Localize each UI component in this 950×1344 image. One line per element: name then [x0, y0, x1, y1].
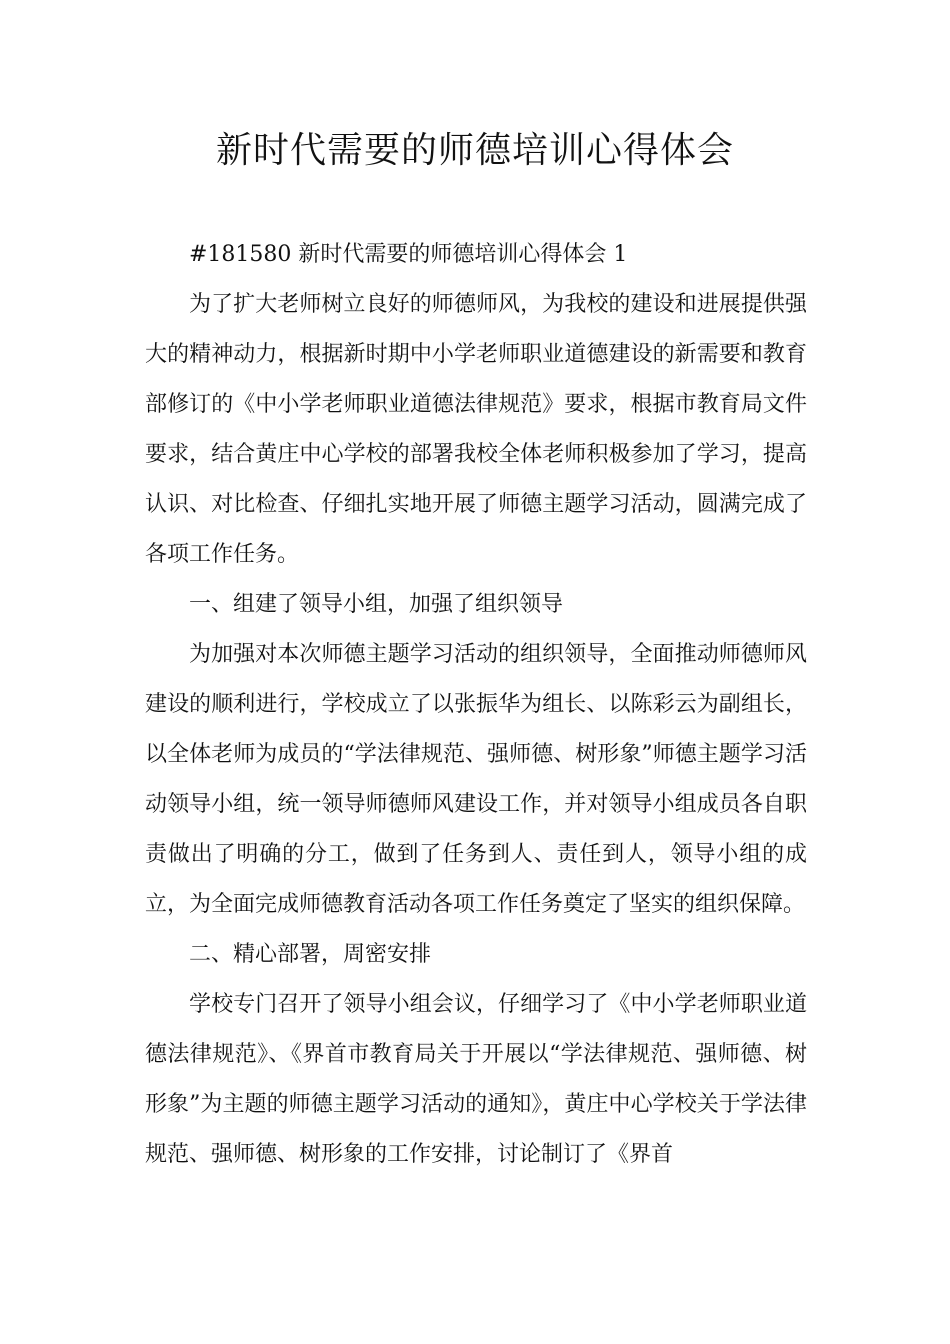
paragraph-section-2: 学校专门召开了领导小组会议，仔细学习了《中小学老师职业道德法律规范》、《界首市教育局关于开展以“学法律规范、强师德、树形象”为主题的师德主题学习活动的通知》，黄庄中心学校关于学法律规范、强师德、树形象的工作安排，讨论制订了《界首 — [145, 992, 807, 1167]
paragraph-section-1: 为加强对本次师德主题学习活动的组织领导，全面推动师德师风建设的顺利进行，学校成立了以张振华为组长、以陈彩云为副组长，以全体老师为成员的“学法律规范、强师德、树形象”师德主题学习活动领导小组，统一领导师德师风建设工作，并对领导小组成员各自职责做出了明确的分工，做到了任务到人、责任到人，领导小组的成立，为全面完成师德教育活动各项工作任务奠定了坚实的组织保障。 — [145, 642, 807, 917]
document-reference-line: #181580 新时代需要的师德培训心得体会 1 — [189, 242, 628, 267]
section-heading-2: 二、精心部署，周密安排 — [189, 942, 432, 967]
paragraph-intro: 为了扩大老师树立良好的师德师风，为我校的建设和进展提供强大的精神动力，根据新时期中小学老师职业道德建设的新需要和教育部修订的《中小学老师职业道德法律规范》要求，根据市教育局文件要求，结合黄庄中心学校的部署我校全体老师积极参加了学习，提高认识、对比检查、仔细扎实地开展了师德主题学习活动，圆满完成了各项工作任务。 — [145, 292, 807, 567]
document-body — [145, 230, 807, 1180]
document-title: 新时代需要的师德培训心得体会 — [215, 130, 734, 171]
section-heading-1: 一、组建了领导小组，加强了组织领导 — [189, 592, 564, 617]
